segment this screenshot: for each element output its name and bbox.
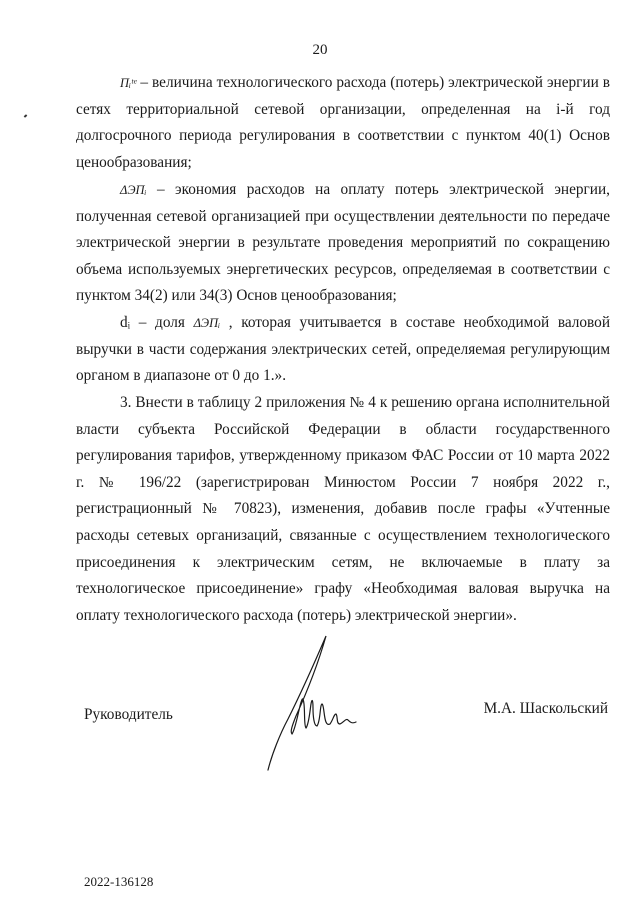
formula-symbol-delta-ep: ΔЭПᵢ xyxy=(120,183,147,197)
formula-symbol-p: Пᵢᵗᵉ xyxy=(120,76,137,90)
definition-text-share-b: , которая учитывается в составе необходимой валовой выручки в части содержания электрических сетей, определяемая регулирующим органом в диапазоне от 0 до 1.». xyxy=(76,314,611,385)
definition-paragraph-share xyxy=(76,310,610,390)
definition-paragraph-losses xyxy=(76,70,610,176)
handwritten-signature xyxy=(262,634,372,774)
formula-symbol-delta-ep-inline: ΔЭПᵢ xyxy=(193,316,221,330)
scan-speck xyxy=(24,114,28,117)
definition-text-savings: – экономия расходов на оплату потерь электрической энергии, полученная сетевой организацией при осуществлении деятельности по передаче электрической энергии в результате проведения мероприятий по сокращению объема используемых энергетических ресурсов, определяемая в соответствии с пунктом 34(2) или 34(3) Основ ценообразования; xyxy=(76,181,610,305)
document-code: 2022-136128 xyxy=(84,874,154,889)
definition-text-losses: – величина технологического расхода (потерь) электрической энергии в сетях территориальной сетевой организации, определенная на i-й год долгосрочного периода регулирования в соответствии с пунктом 40(1) Основ ценообразования; xyxy=(76,74,610,171)
formula-symbol-d: dᵢ xyxy=(120,314,131,331)
position-title: Руководитель xyxy=(84,706,173,723)
amendment-paragraph: 3. Внести в таблицу 2 приложения № 4 к решению органа исполнительной власти субъекта Российской Федерации в области государственного регулирования тарифов, утвержденному приказом ФАС России от 10 марта 2022 г. № 196/22 (зарегистрирован Минюстом России 7 ноября 2022 г., регистрационный № 70823), изменения, добавив после графы «Учтенные расходы сетевых организаций, связанные с осуществлением технологического присоединения к электрическим сетям, не включаемые в плату за технологическое присоединение» графу «Необходимая валовая выручка на оплату технологического расхода (потерь) электрической энергии». xyxy=(76,394,610,624)
signatory-name: М.А. Шаскольский xyxy=(483,700,608,717)
page-number: 20 xyxy=(312,42,328,58)
definition-paragraph-savings xyxy=(76,177,610,310)
definition-text-share-a: – доля xyxy=(130,314,194,331)
